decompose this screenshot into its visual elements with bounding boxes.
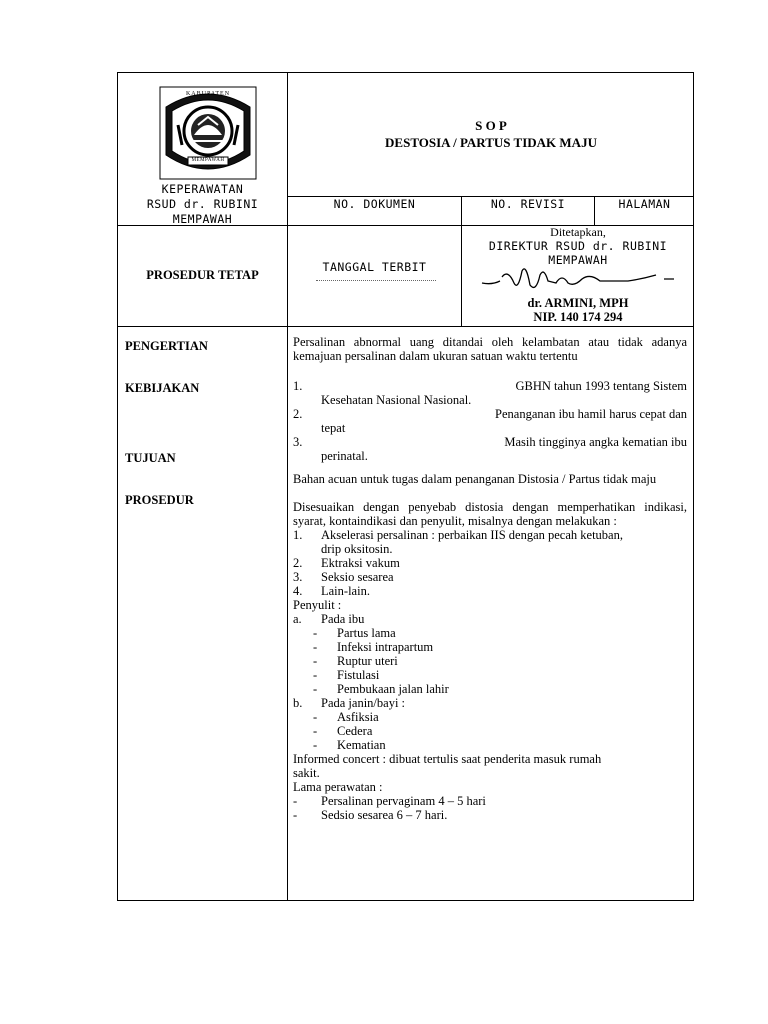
list-item [313, 710, 687, 724]
institution-line-2: RSUD dr. RUBINI [146, 197, 259, 211]
dash-bullet: - [313, 668, 318, 682]
director-name: dr. ARMINI, MPH [527, 296, 629, 310]
sop-label: S O P [475, 118, 507, 133]
list-item-text: Sedsio sesarea 6 – 7 hari. [321, 808, 448, 822]
pada-ibu-heading [293, 612, 687, 626]
prosedur-step [293, 584, 687, 598]
institution-line-3: MEMPAWAH [172, 212, 233, 226]
dash-bullet: - [313, 724, 318, 738]
prosedur-step [293, 556, 687, 570]
pada-ibu-letter: a. [293, 612, 302, 626]
ditetapkan-label: Ditetapkan, [550, 225, 606, 239]
kebijakan-text: GBHN tahun 1993 tentang Sistem [515, 379, 687, 393]
dash-bullet: - [313, 738, 318, 752]
list-item [293, 808, 687, 822]
list-item-text: Ruptur uteri [337, 654, 398, 668]
list-item-text: Partus lama [337, 626, 396, 640]
kebijakan-text-cont: tepat [321, 421, 346, 435]
document-title: DESTOSIA / PARTUS TIDAK MAJU [385, 135, 597, 150]
list-item [313, 682, 687, 696]
tanggal-terbit-dotted-line [316, 280, 436, 281]
prosedur-label: PROSEDUR [125, 493, 194, 507]
approval-divider [118, 326, 694, 327]
step-text-cont: drip oksitosin. [321, 542, 393, 556]
no-dokumen-label: NO. DOKUMEN [333, 197, 416, 211]
pada-janin-label: Pada janin/bayi : [321, 696, 406, 710]
informed-concert-line-2: sakit. [293, 766, 320, 780]
list-item-text: Asfiksia [337, 710, 379, 724]
prosedur-steps [293, 528, 687, 598]
step-text: Ektraksi vakum [321, 556, 400, 570]
prosedur-step [293, 570, 687, 584]
kebijakan-item [293, 407, 687, 435]
list-item-text: Kematian [337, 738, 386, 752]
dash-bullet: - [293, 794, 298, 808]
dash-bullet: - [293, 808, 298, 822]
director-nip: NIP. 140 174 294 [533, 310, 623, 324]
sop-document [117, 72, 694, 901]
dash-bullet: - [313, 654, 318, 668]
kebijakan-number: 3. [293, 435, 303, 449]
dash-bullet: - [313, 710, 318, 724]
halaman-label: HALAMAN [618, 197, 671, 211]
dash-bullet: - [313, 626, 318, 640]
list-item-text: Cedera [337, 724, 373, 738]
pada-ibu-list [293, 626, 687, 696]
list-item-text: Pembukaan jalan lahir [337, 682, 449, 696]
list-item [313, 626, 687, 640]
institution-name [118, 182, 287, 227]
list-item-text: Infeksi intrapartum [337, 640, 434, 654]
prosedur-tetap-label: PROSEDUR TETAP [146, 268, 259, 282]
director-signature [478, 263, 678, 297]
pada-janin-list [293, 710, 687, 752]
kebijakan-number: 1. [293, 379, 303, 393]
kebijakan-number: 2. [293, 407, 303, 421]
step-number: 1. [293, 528, 303, 542]
kebijakan-item [293, 379, 687, 407]
content-column [293, 335, 687, 822]
pengertian-label: PENGERTIAN [125, 339, 208, 353]
direktur-line-1: DIREKTUR RSUD dr. RUBINI [488, 239, 668, 253]
pengertian-text: Persalinan abnormal uang ditandai oleh kelambatan atau tidak adanya kemajuan persalinan dalam ukuran satuan waktu tertentu [293, 335, 687, 363]
lama-perawatan-label: Lama perawatan : [293, 780, 383, 794]
list-item [293, 794, 687, 808]
kebijakan-text: Penanganan ibu hamil harus cepat dan [495, 407, 687, 421]
direktur-line-2: MEMPAWAH [548, 253, 608, 267]
step-number: 4. [293, 584, 303, 598]
step-number: 3. [293, 570, 303, 584]
informed-concert-line-1: Informed concert : dibuat tertulis saat penderita masuk rumah [293, 752, 602, 766]
kebijakan-text-cont: perinatal. [321, 449, 368, 463]
list-item [313, 668, 687, 682]
list-item [313, 640, 687, 654]
lama-perawatan-list [293, 794, 687, 822]
step-text: Seksio sesarea [321, 570, 394, 584]
kebijakan-text-cont: Kesehatan Nasional Nasional. [321, 393, 472, 407]
step-text: Lain-lain. [321, 584, 370, 598]
step-text: Akselerasi persalinan : perbaikan IIS dengan pecah ketuban, [321, 528, 623, 542]
prosedur-intro: Disesuaikan dengan penyebab distosia dengan memperhatikan indikasi, syarat, kontaindikasi dan penyulit, misalnya dengan melakukan : [293, 500, 687, 528]
kebijakan-text: Masih tingginya angka kematian ibu [504, 435, 687, 449]
step-number: 2. [293, 556, 303, 570]
list-item-text: Persalinan pervaginam 4 – 5 hari [321, 794, 486, 808]
dash-bullet: - [313, 682, 318, 696]
list-item [313, 654, 687, 668]
logo-text-top: KABUPATEN [185, 91, 231, 97]
prosedur-step [293, 528, 687, 556]
kebijakan-item [293, 435, 687, 463]
tanggal-terbit-label: TANGGAL TERBIT [322, 260, 427, 274]
tujuan-label: TUJUAN [125, 451, 176, 465]
pada-ibu-label: Pada ibu [321, 612, 365, 626]
pada-janin-letter: b. [293, 696, 303, 710]
list-item-text: Fistulasi [337, 668, 380, 682]
list-item [313, 724, 687, 738]
tujuan-text: Bahan acuan untuk tugas dalam penanganan Distosia / Partus tidak maju [293, 472, 657, 486]
list-item [313, 738, 687, 752]
kebijakan-list [293, 379, 687, 463]
dash-bullet: - [313, 640, 318, 654]
pada-janin-heading [293, 696, 687, 710]
no-revisi-label: NO. REVISI [490, 197, 566, 211]
mempawah-seal-logo [158, 85, 258, 181]
logo-text-bottom: MEMPAWAH [191, 158, 225, 163]
kebijakan-label: KEBIJAKAN [125, 381, 200, 395]
institution-line-1: KEPERAWATAN [161, 182, 244, 196]
penyulit-label: Penyulit : [293, 598, 342, 612]
